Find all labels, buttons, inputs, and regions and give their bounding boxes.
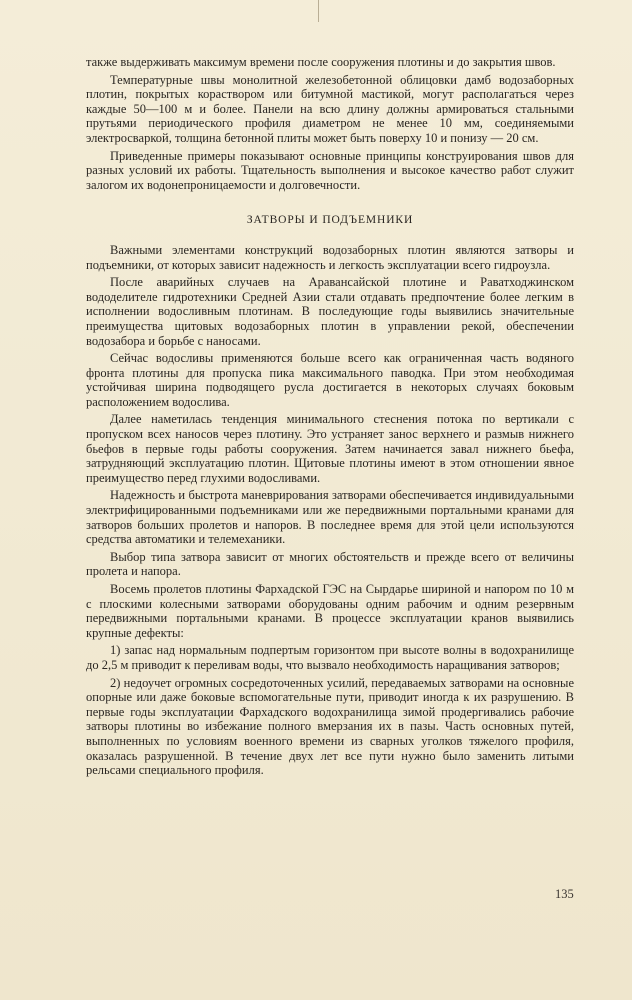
page-number: 135	[555, 887, 574, 901]
paragraph: Выбор типа затвора зависит от многих обстоятельств и прежде всего от величины пролета и напора.	[86, 549, 574, 579]
page-scan-mark	[318, 0, 319, 22]
paragraph: После аварийных случаев на Аравансайской плотине и Раватходжинском вододелителе гидротехники Средней Азии стали отдавать предпочтение более легким в исполнении водосливным плотинам. В последующие годы выявились значительные преимущества щитовых водозаборных плотин в управлении рекой, обеспечении водозабора и борьбе с наносами.	[86, 275, 574, 348]
list-item: 2) недоучет огромных сосредоточенных усилий, передаваемых затворами на основные опорные или даже боковые вспомогательные пути, приводит иногда к их разрушению. В первые годы эксплуатации Фархадского водохранилища зимой продергивались рабочие затворы плотины во избежание полного вмерзания их в пазы. Часть основных путей, выполненных по условиям военного времени из сварных уголков тяжелого профиля, оказалась разрушенной. В течение двух лет все пути нужно было заменить литыми рельсами специального профиля.	[86, 675, 574, 778]
paragraph: Далее наметилась тенденция минимального стеснения потока по вертикали с пропуском всех наносов через плотину. Это устраняет занос верхнего и размыв нижнего бьефов в первые годы работы сооружения. Затем начинается завал нижнего бьефа, затрудняющий эксплуатацию плотин. Щитовые плотины имеют в этом отношении явное преимущество перед глухими водосливами.	[86, 412, 574, 485]
paragraph: Важными элементами конструкций водозаборных плотин являются затворы и подъемники, от которых зависит надежность и легкость эксплуатации всего гидроузла.	[86, 242, 574, 272]
paragraph: Температурные швы монолитной железобетонной облицовки дамб водозаборных плотин, покрытых кораствором или битумной мастикой, могут располагаться через каждые 50—100 м и более. Панели на всю длину должны армироваться стальными прутьями периодического профиля диаметром не менее 10 мм, соединяемыми электросваркой, толщина бетонной плиты может быть поверху 10 и понизу — 20 см.	[86, 72, 574, 145]
paragraph: Восемь пролетов плотины Фархадской ГЭС на Сырдарье шириной и напором по 10 м с плоскими колесными затворами оборудованы одним рабочим и одним резервным передвижными портальными кранами. В процессе эксплуатации кранов выявились крупные дефекты:	[86, 582, 574, 640]
paragraph: также выдерживать максимум времени после сооружения плотины и до закрытия швов.	[86, 55, 556, 69]
section-heading: ЗАТВОРЫ И ПОДЪЕМНИКИ	[246, 214, 414, 227]
paragraph: Надежность и быстрота маневрирования затворами обеспечивается индивидуальными электрифицированными подъемниками или же передвижными портальными кранами для затворов больших пролетов и напоров. В последнее время для этой цели используются средства автоматики и телемеханики.	[86, 488, 574, 547]
paragraph: Приведенные примеры показывают основные принципы конструирования швов для разных условий их работы. Тщательность выполнения и высокое качество работ служит залогом их водонепроницаемости и долговечности.	[86, 148, 574, 192]
page-text-column	[86, 55, 574, 781]
list-item: 1) запас над нормальным подпертым горизонтом при высоте волны в водохранилище до 2,5 м приводит к переливам воды, что вызвало необходимость наращивания затворов;	[86, 643, 574, 672]
paragraph: Сейчас водосливы применяются больше всего как ограниченная часть водяного фронта плотины для пропуска пика максимального паводка. При этом необходимая устойчивая ширина подводящего русла достигается в некоторых случаях боковым расположением водослива.	[86, 351, 574, 409]
